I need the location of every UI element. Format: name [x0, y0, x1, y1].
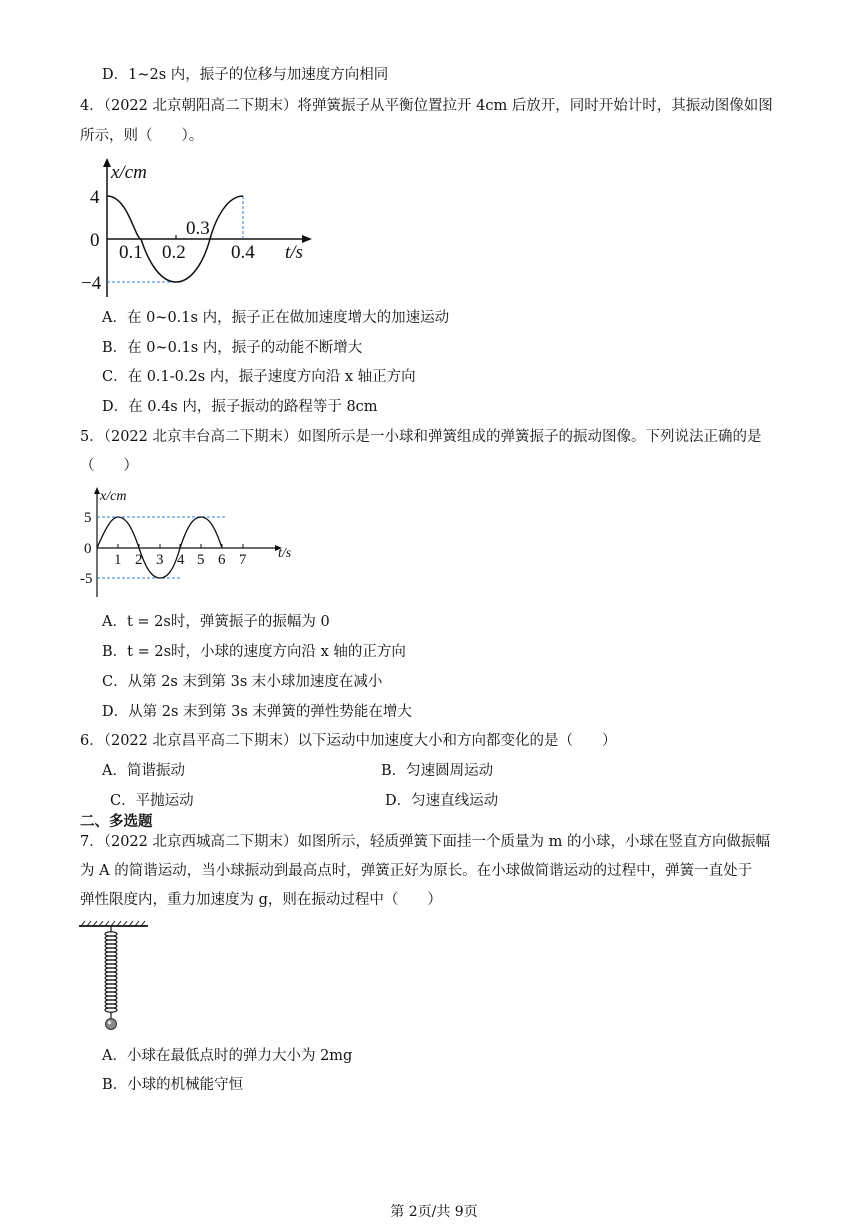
q7-option-a: A．小球在最低点时的弹力大小为 2mg [102, 1048, 353, 1064]
q4-x-tick-0.1: 0.1 [119, 242, 143, 263]
q4-y-tick-neg4: −4 [81, 273, 102, 294]
q4-x-tick-0.3: 0.3 [186, 218, 210, 239]
q5-x-tick-6: 6 [218, 552, 226, 568]
q6-option-d: D．匀速直线运动 [385, 793, 499, 809]
q4-x-label: t/s [285, 242, 303, 263]
q6-option-b: B．匀速圆周运动 [381, 763, 494, 779]
q6-stem: 6．（2022 北京昌平高二下期末）以下运动中加速度大小和方向都变化的是（ ） [80, 733, 617, 749]
q7-spring-diagram [76, 920, 156, 1035]
q7-stem-line2: 为 A 的简谐运动，当小球振动到最高点时，弹簧正好为原长。在小球做简谐运动的过程中，弹簧一直处于 [80, 863, 753, 879]
q5-option-b: B．t = 2s时，小球的速度方向沿 x 轴的正方向 [102, 644, 406, 660]
q7-ball-highlight [108, 1021, 112, 1025]
q4-option-d: D．在 0.4s 内，振子振动的路程等于 8cm [102, 399, 378, 415]
q4-option-c: C．在 0.1-0.2s 内，振子速度方向沿 x 轴正方向 [102, 369, 416, 385]
page-footer: 第 2页/共 9页 [390, 1204, 478, 1220]
q4-vibration-graph [80, 157, 330, 302]
q4-y-axis-arrow-icon [103, 158, 111, 167]
q5-stem-line2: （ ） [80, 458, 138, 474]
q4-x-tick-0.4: 0.4 [231, 242, 255, 263]
q5-x-tick-7: 7 [239, 552, 247, 568]
q5-y-tick-0: 0 [84, 541, 92, 557]
q4-stem-line1: 4．（2022 北京朝阳高二下期末）将弹簧振子从平衡位置拉开 4cm 后放开，同时开始计时，其振动图像如图 [80, 98, 773, 114]
q7-spring-coils [105, 932, 117, 1012]
section-title: 二、多选题 [80, 814, 153, 830]
q4-y-tick-4: 4 [90, 187, 100, 208]
q4-stem-line2: 所示，则（ ）。 [80, 128, 204, 144]
q5-x-tick-2: 2 [135, 552, 143, 568]
q5-x-tick-1: 1 [114, 552, 122, 568]
q6-option-c: C．平抛运动 [110, 793, 194, 809]
q4-x-tick-0.2: 0.2 [162, 242, 186, 263]
q7-option-b: B．小球的机械能守恒 [102, 1077, 244, 1093]
q4-option-b: B．在 0~0.1s 内，振子的动能不断增大 [102, 340, 363, 356]
q5-stem-line1: 5．（2022 北京丰台高二下期末）如图所示是一小球和弹簧组成的弹簧振子的振动图像。下列说法正确的是 [80, 429, 762, 445]
q5-x-tick-3: 3 [156, 552, 164, 568]
q3-option-d: D．1~2s 内，振子的位移与加速度方向相同 [102, 67, 389, 83]
q5-x-tick-4: 4 [177, 552, 185, 568]
q5-option-a: A．t = 2s时，弹簧振子的振幅为 0 [102, 614, 330, 630]
q5-x-tick-5: 5 [197, 552, 205, 568]
q5-option-c: C．从第 2s 末到第 3s 末小球加速度在减小 [102, 674, 383, 690]
q5-option-d: D．从第 2s 末到第 3s 末弹簧的弹性势能在增大 [102, 704, 412, 720]
q6-option-a: A．简谐振动 [102, 763, 185, 779]
q5-y-tick-neg5: -5 [80, 571, 93, 587]
q5-x-label: t/s [278, 546, 292, 561]
q7-stem-line3: 弹性限度内，重力加速度为 g，则在振动过程中（ ） [80, 892, 442, 908]
q5-y-tick-5: 5 [84, 510, 92, 526]
q7-stem-line1: 7．（2022 北京西城高二下期末）如图所示，轻质弹簧下面挂一个质量为 m 的小球，小球在竖直方向做振幅 [80, 834, 770, 850]
q4-y-tick-0: 0 [90, 230, 100, 251]
q4-x-axis-arrow-icon [302, 235, 312, 243]
q4-y-label: x/cm [111, 162, 147, 183]
q5-y-label: x/cm [100, 489, 127, 504]
q7-ball [106, 1019, 117, 1030]
q5-vibration-graph [80, 485, 310, 600]
q4-option-a: A．在 0~0.1s 内，振子正在做加速度增大的加速运动 [102, 310, 450, 326]
